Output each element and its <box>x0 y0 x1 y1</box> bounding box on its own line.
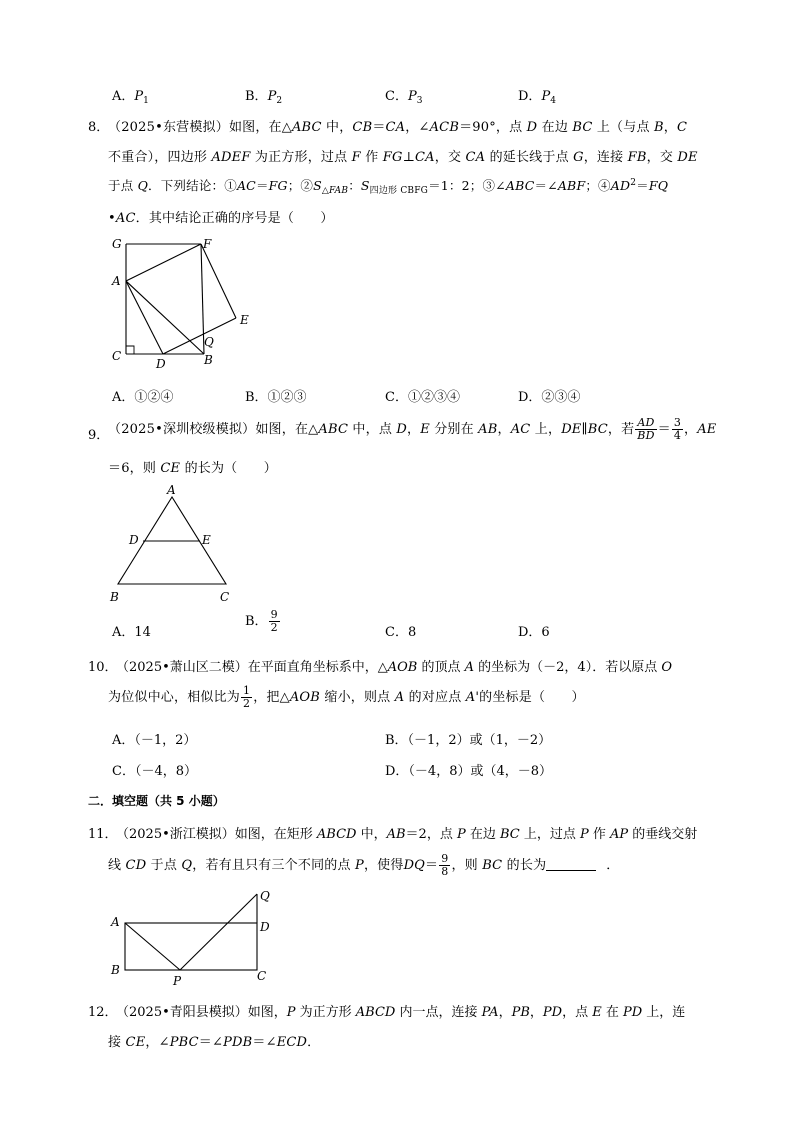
q7-option-d: D．$P_4$ <box>518 89 556 106</box>
q7-option-a: A．$P_1$ <box>112 89 149 106</box>
q8-figure <box>108 232 268 372</box>
q10-option-d: D．（－4，8）或（4，－8） <box>385 764 553 779</box>
q11-answer-blank[interactable] <box>546 858 596 871</box>
q9-label-E: E <box>202 533 211 547</box>
q8-label-A: A <box>112 274 121 288</box>
q12-line-1: （2025•青阳县模拟）如图，P 为正方形 ABCD 内一点，连接 PA，PB，PD，点 E 在 PD 上，连 <box>116 1005 686 1020</box>
q8-option-a: A．①②④ <box>112 390 174 405</box>
q11-seg-AP <box>125 923 180 970</box>
q8-seg-AD <box>126 281 163 354</box>
q8-number: 8． <box>88 120 110 135</box>
q8-line-3: 于点 Q．下列结论：①AC＝FG；$②S_{\triangle FAB}$：$S_{四边形 CBFG}=1$：2；③∠ABC＝∠ABF；$④AD^2=FQ$ <box>108 177 669 196</box>
q9-label-C: C <box>220 590 230 604</box>
q9-line-1: （2025•深圳校级模拟）如图，在△ABC 中，点 D，E 分别在 AB，AC 上，DE∥BC，若 $\frac{AD}{BD}$ ＝ $\frac{3}{4}$ ，AE <box>108 416 717 442</box>
q9-fraction-9-2: $\frac{9}{2}$ <box>270 608 278 634</box>
q9-label-D: D <box>129 533 139 547</box>
q8-label-F: F <box>203 237 212 251</box>
q8-option-b: B．①②③ <box>245 390 307 405</box>
q7-option-c: C．$P_3$ <box>385 89 423 106</box>
q10-line-2: 为位似中心，相似比为 $\frac{1}{2}$ ，把△AOB 缩小，则点 A 的对应点 A'的坐标是（ ） <box>108 684 585 710</box>
q8-label-B: B <box>204 353 213 367</box>
q8-line-4: •AC．其中结论正确的序号是（ ） <box>108 211 334 226</box>
q9-figure <box>105 480 235 606</box>
q12-number: 12． <box>88 1005 118 1020</box>
q12-line-2: 接 CE，∠PBC＝∠PDB＝∠ECD． <box>108 1035 321 1050</box>
q9-line-2: ＝6，则 CE 的长为（ ） <box>108 461 277 476</box>
q10-option-a: A．（－1，2） <box>112 733 197 748</box>
q8-label-E: E <box>240 313 249 327</box>
q9-fraction-3-4: $\frac{3}{4}$ <box>673 416 682 442</box>
q9-option-d: D．6 <box>518 625 550 640</box>
q8-option-c: C．①②③④ <box>385 390 460 405</box>
q10-line-1: （2025•萧山区二模）在平面直角坐标系中，△AOB 的顶点 A 的坐标为（－2，4）．若以原点 O <box>116 660 672 675</box>
q8-line-1: （2025•东营模拟）如图，在△ABC 中，CB＝CA，∠ACB＝90°，点 D 在边 BC 上（与点 B，C <box>108 120 688 135</box>
q11-figure <box>105 886 280 988</box>
q11-label-D: D <box>260 920 270 934</box>
q8-label-D: D <box>156 357 166 371</box>
q8-label-Q: Q <box>204 335 214 349</box>
q9-label-B: B <box>110 590 119 604</box>
q11-rect-ABCD <box>125 923 257 970</box>
q11-fraction-9-8: $\frac{9}{8}$ <box>441 852 449 878</box>
q8-seg-AB <box>126 281 204 354</box>
q11-line-2: 线 CD 于点 Q，若有且只有三个不同的点 P，使得DQ＝ $\frac{9}{8}$ ，则 BC 的长为 ． <box>108 852 620 878</box>
q9-option-c: C．8 <box>385 625 417 640</box>
q10-option-c: C．（－4，8） <box>112 764 197 779</box>
q9-label-A: A <box>167 483 176 497</box>
q11-label-C: C <box>257 969 267 983</box>
q8-label-G: G <box>112 237 122 251</box>
q11-label-P: P <box>173 974 182 988</box>
q7-option-b: B．$P_2$ <box>245 89 283 106</box>
q10-number: 10． <box>88 660 118 675</box>
q8-label-C: C <box>112 349 122 363</box>
q9-number: 9． <box>88 428 110 443</box>
q11-number: 11． <box>88 827 118 842</box>
q11-line-1: （2025•浙江模拟）如图，在矩形 ABCD 中，AB＝2，点 P 在边 BC 上，过点 P 作 AP 的垂线交射 <box>116 827 698 842</box>
q11-seg-PQ <box>180 894 257 970</box>
q10-option-b: B．（－1，2）或（1，－2） <box>385 733 552 748</box>
q11-label-Q: Q <box>260 889 270 903</box>
q8-option-d: D．②③④ <box>518 390 581 405</box>
q8-seg-ED <box>163 318 236 354</box>
q10-fraction-1-2: $\frac{1}{2}$ <box>243 684 251 710</box>
q11-label-B: B <box>111 963 120 977</box>
section-heading-fill-blank: 二．填空题（共 5 小题） <box>88 794 225 808</box>
q8-right-angle <box>126 346 134 354</box>
q9-option-b: B． $\frac{9}{2}$ <box>245 608 278 634</box>
q9-option-a: A．14 <box>112 625 151 640</box>
q8-seg-FE <box>201 244 236 318</box>
q11-label-A: A <box>111 915 120 929</box>
q8-seg-AF <box>126 244 201 281</box>
q8-line-2: 不重合），四边形 ADEF 为正方形，过点 F 作 FG⊥CA，交 CA 的延长线于点 G，连接 FB，交 DE <box>108 150 698 165</box>
q9-fraction-ad-bd: $\frac{AD}{BD}$ <box>637 416 655 442</box>
